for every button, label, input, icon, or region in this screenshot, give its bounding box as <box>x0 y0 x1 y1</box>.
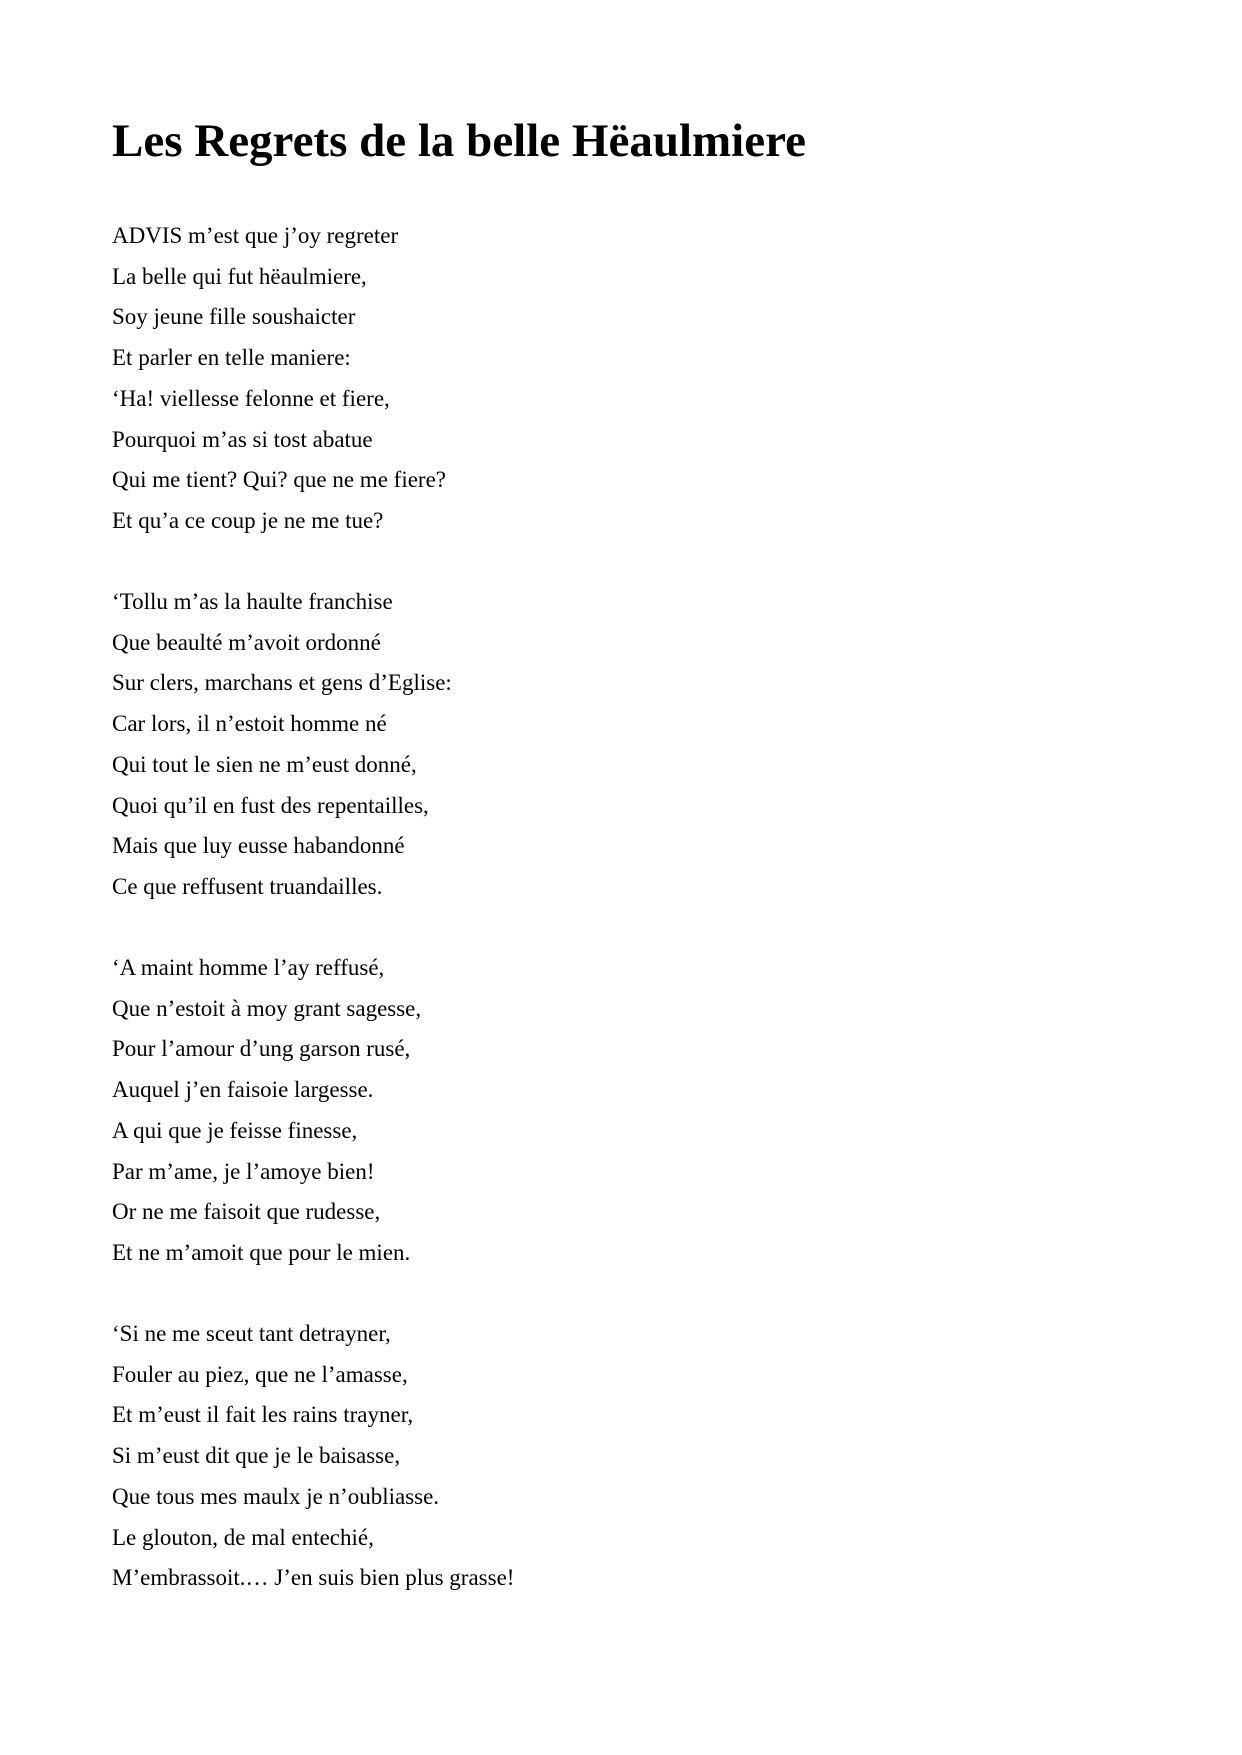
verse-line: Et ne m’amoit que pour le mien. <box>112 1239 411 1265</box>
stanza-3 <box>112 948 421 1274</box>
verse-line: Qui me tient? Qui? que ne me fiere? <box>112 467 446 493</box>
stanza-1 <box>112 216 446 542</box>
verse-line: Sur clers, marchans et gens d’Eglise: <box>112 670 452 696</box>
verse-line: Pour l’amour d’ung garson rusé, <box>112 1036 411 1062</box>
verse-line: Ce que reffusent truandailles. <box>112 873 383 899</box>
verse-line: Auquel j’en faisoie largesse. <box>112 1077 374 1103</box>
verse-line: ‘Si ne me sceut tant detrayner, <box>112 1321 391 1346</box>
verse-line: Que tous mes maulx je n’oubliasse. <box>112 1483 440 1509</box>
verse-line: ‘Tollu m’as la haulte franchise <box>112 589 393 614</box>
verse-line: A qui que je feisse finesse, <box>112 1117 358 1143</box>
verse-line: ADVIS m’est que j’oy regreter <box>112 223 399 248</box>
verse-line: Et qu’a ce coup je ne me tue? <box>112 507 384 533</box>
verse-line: Si m’eust dit que je le baisasse, <box>112 1443 401 1469</box>
verse-line: ‘A maint homme l’ay reffusé, <box>112 955 385 980</box>
verse-line: Pourquoi m’as si tost abatue <box>112 426 373 452</box>
verse-line: Car lors, il n’estoit homme né <box>112 711 387 737</box>
verse-line: Que n’estoit à moy grant sagesse, <box>112 995 422 1021</box>
verse-line: Le glouton, de mal entechié, <box>112 1524 374 1550</box>
stanza-4 <box>112 1314 514 1599</box>
verse-line: Qui tout le sien ne m’eust donné, <box>112 751 417 777</box>
stanza-2 <box>112 582 452 908</box>
verse-line: Or ne me faisoit que rudesse, <box>112 1199 381 1225</box>
verse-line: Quoi qu’il en fust des repentailles, <box>112 792 429 818</box>
verse-line: La belle qui fut hëaulmiere, <box>112 263 367 289</box>
poem-title: Les Regrets de la belle Hëaulmiere <box>112 115 806 167</box>
verse-line: Mais que luy eusse habandonné <box>112 833 405 859</box>
verse-line: M’embrassoit.… J’en suis bien plus grasse! <box>112 1565 515 1591</box>
verse-line: Soy jeune fille soushaicter <box>112 304 356 330</box>
verse-line: Que beaulté m’avoit ordonné <box>112 629 381 655</box>
verse-line: Et parler en telle maniere: <box>112 345 351 371</box>
verse-line: Et m’eust il fait les rains trayner, <box>112 1402 414 1428</box>
verse-line: Par m’ame, je l’amoye bien! <box>112 1158 375 1184</box>
verse-line: ‘Ha! viellesse felonne et fiere, <box>112 385 390 411</box>
verse-line: Fouler au piez, que ne l’amasse, <box>112 1361 408 1387</box>
